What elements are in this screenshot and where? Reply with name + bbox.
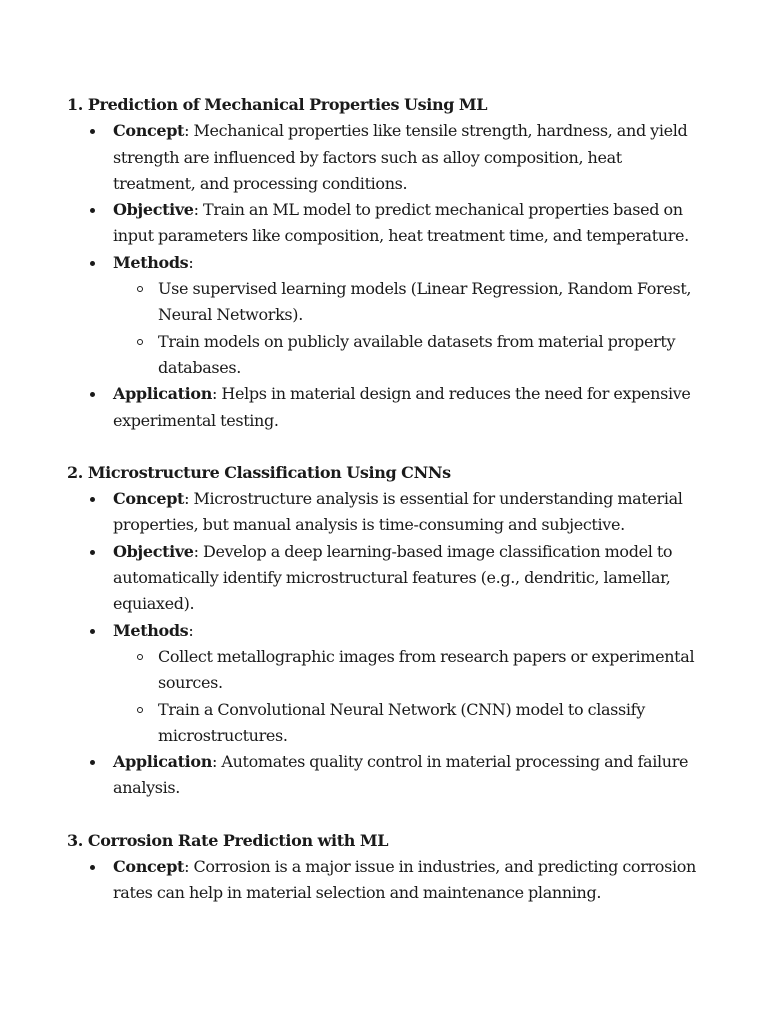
methods-sublist	[113, 644, 707, 749]
bullet-application	[67, 381, 707, 434]
bullet-concept	[67, 854, 707, 907]
section-title: 3. Corrosion Rate Prediction with ML	[67, 830, 389, 850]
bullet-methods	[67, 250, 707, 381]
bullet-dot-icon	[90, 392, 95, 397]
hollow-circle-bullet-icon	[137, 339, 143, 345]
bullet-list	[67, 854, 707, 907]
section-corrosion-rate-prediction	[67, 828, 707, 907]
bullet-dot-icon	[90, 208, 95, 213]
bullet-objective	[67, 539, 707, 618]
bullet-dot-icon	[90, 497, 95, 502]
concept-text: : Microstructure analysis is essential for understanding material properties, but manual analysis is time-consuming and subjective.	[113, 489, 683, 535]
bullet-list	[67, 486, 707, 802]
section-title: 1. Prediction of Mechanical Properties Using ML	[67, 95, 488, 114]
section-mechanical-properties	[67, 92, 707, 434]
bullet-dot-icon	[90, 261, 95, 266]
bullet-list	[67, 118, 707, 434]
method-item	[113, 276, 707, 329]
concept-label: Concept	[113, 489, 185, 509]
method-item	[113, 697, 707, 750]
section-microstructure-classification	[67, 460, 707, 802]
bullet-concept	[67, 486, 707, 539]
concept-text: : Mechanical properties like tensile strength, hardness, and yield strength are influenced by factors such as alloy composition, heat treatment, and processing conditions.	[113, 121, 688, 193]
hollow-circle-bullet-icon	[137, 286, 143, 292]
application-label: Application	[113, 752, 212, 772]
method-text: Train a Convolutional Neural Network (CNN) model to classify microstructures.	[158, 699, 645, 745]
method-text: Train models on publicly available datasets from material property databases.	[158, 331, 676, 377]
section-title: 2. Microstructure Classification Using CNNs	[67, 462, 451, 482]
application-text: : Automates quality control in material processing and failure analysis.	[113, 752, 689, 798]
bullet-dot-icon	[90, 550, 95, 555]
method-text: Use supervised learning models (Linear Regression, Random Forest, Neural Networks).	[158, 279, 692, 325]
hollow-circle-bullet-icon	[137, 707, 143, 713]
method-item	[113, 644, 707, 697]
application-text: : Helps in material design and reduces the need for expensive experimental testing.	[113, 384, 691, 430]
hollow-circle-bullet-icon	[137, 654, 143, 660]
bullet-objective	[67, 197, 707, 250]
objective-label: Objective	[113, 541, 194, 561]
bullet-dot-icon	[90, 760, 95, 765]
document-body	[67, 92, 707, 907]
concept-label: Concept	[113, 857, 185, 877]
methods-label: Methods	[113, 620, 189, 640]
objective-label: Objective	[113, 200, 194, 220]
method-item	[113, 329, 707, 382]
application-label: Application	[113, 384, 212, 404]
methods-label: Methods	[113, 252, 189, 272]
concept-label: Concept	[113, 121, 185, 141]
objective-text: : Develop a deep learning-based image classification model to automatically identify microstructural features (e.g., dendritic, lamellar, equiaxed).	[113, 541, 673, 614]
methods-colon: :	[188, 252, 194, 272]
bullet-dot-icon	[90, 865, 95, 870]
methods-sublist	[113, 276, 707, 381]
methods-colon: :	[188, 620, 194, 640]
bullet-application	[67, 749, 707, 802]
objective-text: : Train an ML model to predict mechanical properties based on input parameters like composition, heat treatment time, and temperature.	[113, 200, 689, 246]
bullet-dot-icon	[90, 629, 95, 634]
method-text: Collect metallographic images from research papers or experimental sources.	[158, 646, 695, 693]
bullet-methods	[67, 618, 707, 749]
bullet-concept	[67, 118, 707, 197]
concept-text: : Corrosion is a major issue in industries, and predicting corrosion rates can help in material selection and maintenance planning.	[113, 857, 696, 903]
bullet-dot-icon	[90, 129, 95, 134]
